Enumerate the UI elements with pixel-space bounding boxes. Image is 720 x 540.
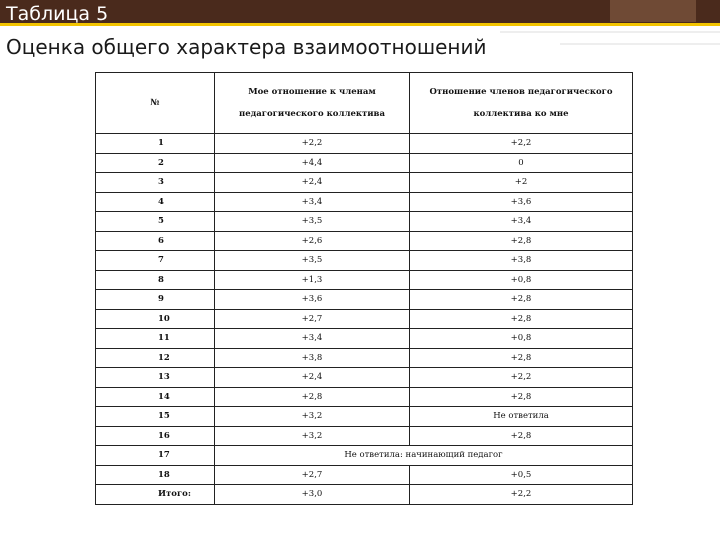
table-row — [96, 368, 633, 388]
my-attitude-value: +3,8 — [215, 348, 410, 368]
my-attitude-value: +2,4 — [215, 173, 410, 193]
colleagues-attitude-value: +2,8 — [410, 309, 633, 329]
row-number: 15 — [96, 407, 215, 427]
my-attitude-value: +3,6 — [215, 290, 410, 310]
table-row — [96, 348, 633, 368]
colleagues-attitude-value: +0,8 — [410, 329, 633, 349]
colleagues-attitude-value: 0 — [410, 153, 633, 173]
row-number: 4 — [96, 192, 215, 212]
row-note: Не ответила: начинающий педагог — [215, 446, 633, 466]
row-number: Итого: — [96, 485, 215, 505]
header-colleagues-attitude — [410, 73, 633, 134]
table-row — [96, 134, 633, 154]
table-row — [96, 231, 633, 251]
colleagues-attitude-value: +2,8 — [410, 348, 633, 368]
colleagues-attitude-value: +3,8 — [410, 251, 633, 271]
row-number: 3 — [96, 173, 215, 193]
colleagues-attitude-value: +2,8 — [410, 426, 633, 446]
table-row — [96, 270, 633, 290]
colleagues-attitude-value: +2,8 — [410, 231, 633, 251]
colleagues-attitude-value: +2,2 — [410, 485, 633, 505]
my-attitude-value: +3,0 — [215, 485, 410, 505]
header-my-attitude-line1: Мое отношение к членам — [248, 87, 376, 97]
row-number: 9 — [96, 290, 215, 310]
header-colleagues-attitude-line2: коллектива ко мне — [473, 109, 569, 119]
table-row — [96, 407, 633, 427]
table-header-row — [96, 73, 633, 134]
my-attitude-value: +2,6 — [215, 231, 410, 251]
my-attitude-value: +4,4 — [215, 153, 410, 173]
title-bar-accent — [610, 0, 696, 22]
colleagues-attitude-value: +3,4 — [410, 212, 633, 232]
colleagues-attitude-value: +2,8 — [410, 387, 633, 407]
header-my-attitude — [215, 73, 410, 134]
table-row — [96, 465, 633, 485]
row-number: 13 — [96, 368, 215, 388]
header-colleagues-attitude-line1: Отношение членов педагогического — [429, 87, 613, 97]
header-my-attitude-line2: педагогического коллектива — [239, 109, 385, 119]
row-number: 16 — [96, 426, 215, 446]
colleagues-attitude-value: +2,2 — [410, 134, 633, 154]
my-attitude-value: +2,4 — [215, 368, 410, 388]
colleagues-attitude-value: Не ответила — [410, 407, 633, 427]
relationship-table — [95, 72, 633, 505]
header-number: № — [96, 73, 215, 134]
table-row — [96, 212, 633, 232]
table-row — [96, 173, 633, 193]
table-row — [96, 426, 633, 446]
my-attitude-value: +2,7 — [215, 309, 410, 329]
row-number: 8 — [96, 270, 215, 290]
table-row — [96, 251, 633, 271]
table-body — [96, 134, 633, 505]
my-attitude-value: +3,4 — [215, 192, 410, 212]
table-row — [96, 387, 633, 407]
colleagues-attitude-value: +2,8 — [410, 290, 633, 310]
my-attitude-value: +3,5 — [215, 251, 410, 271]
my-attitude-value: +2,7 — [215, 465, 410, 485]
table-row — [96, 446, 633, 466]
row-number: 7 — [96, 251, 215, 271]
my-attitude-value: +3,5 — [215, 212, 410, 232]
table-row — [96, 153, 633, 173]
table-row — [96, 192, 633, 212]
table-row — [96, 309, 633, 329]
my-attitude-value: +2,2 — [215, 134, 410, 154]
row-number: 12 — [96, 348, 215, 368]
colleagues-attitude-value: +0,5 — [410, 465, 633, 485]
row-number: 18 — [96, 465, 215, 485]
row-number: 14 — [96, 387, 215, 407]
row-number: 5 — [96, 212, 215, 232]
my-attitude-value: +2,8 — [215, 387, 410, 407]
row-number: 1 — [96, 134, 215, 154]
slide-title: Таблица 5 — [6, 3, 109, 25]
row-number: 6 — [96, 231, 215, 251]
colleagues-attitude-value: +0,8 — [410, 270, 633, 290]
colleagues-attitude-value: +2,2 — [410, 368, 633, 388]
row-number: 11 — [96, 329, 215, 349]
colleagues-attitude-value: +3,6 — [410, 192, 633, 212]
my-attitude-value: +3,4 — [215, 329, 410, 349]
row-number: 17 — [96, 446, 215, 466]
slide-subtitle: Оценка общего характера взаимоотношений — [6, 35, 487, 59]
row-number: 10 — [96, 309, 215, 329]
table-row — [96, 485, 633, 505]
table-row — [96, 329, 633, 349]
my-attitude-value: +3,2 — [215, 407, 410, 427]
colleagues-attitude-value: +2 — [410, 173, 633, 193]
my-attitude-value: +1,3 — [215, 270, 410, 290]
table-row — [96, 290, 633, 310]
row-number: 2 — [96, 153, 215, 173]
my-attitude-value: +3,2 — [215, 426, 410, 446]
